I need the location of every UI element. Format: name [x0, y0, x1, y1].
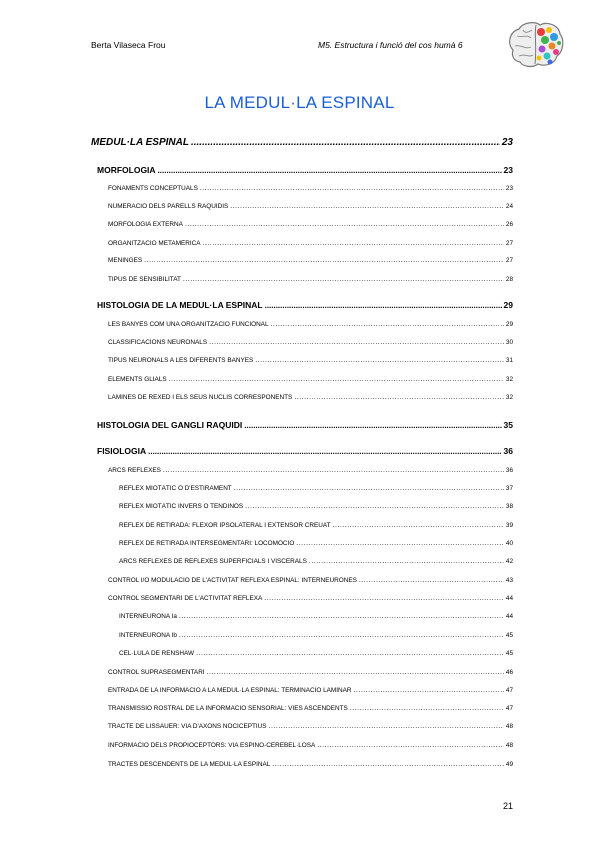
toc-entry-label: TRACTES DESCENDENTS DE LA MEDUL·LA ESPINAL: [108, 761, 271, 768]
toc-entry-page: 46: [505, 669, 513, 676]
toc-entry[interactable]: [108, 742, 513, 749]
toc-entry[interactable]: [108, 276, 513, 283]
toc-entry[interactable]: [119, 632, 513, 639]
toc-entry-label: INTERNEURONA Ia: [119, 613, 177, 620]
toc-entry[interactable]: [119, 558, 513, 565]
toc-entry-page: 35: [503, 420, 513, 430]
toc-entry-page: 43: [505, 577, 513, 584]
toc-entry[interactable]: [91, 137, 513, 148]
toc-entry[interactable]: [119, 503, 513, 510]
toc-entry[interactable]: [108, 240, 513, 247]
toc-entry-label: INFORMACIÓ DELS PROPIOCEPTORS: VIA ESPINO-CEREBEL·LOSA: [108, 742, 316, 749]
toc-dot-leader: [354, 687, 504, 694]
toc-dot-leader: [309, 558, 504, 565]
toc-dot-leader: [269, 723, 504, 730]
toc-entry[interactable]: [108, 761, 513, 768]
toc-entry-page: 31: [505, 357, 513, 364]
toc-entry[interactable]: [97, 165, 513, 175]
toc-entry-label: CONTROL SUPRASEGMENTARI: [108, 669, 205, 676]
toc-entry[interactable]: [108, 723, 513, 730]
toc-entry-page: 27: [505, 257, 513, 264]
toc-entry[interactable]: [108, 257, 513, 264]
toc-entry[interactable]: [97, 300, 513, 310]
toc-entry-label: REFLEX DE RETIRADA: FLEXOR IPSOLATERAL I EXTENSOR CREUAT: [119, 522, 331, 529]
toc-entry[interactable]: [97, 446, 513, 456]
toc-dot-leader: [244, 421, 501, 430]
toc-dot-leader: [200, 185, 504, 192]
toc-dot-leader: [183, 276, 504, 283]
toc-entry[interactable]: [119, 650, 513, 657]
toc-entry-label: HISTOLOGIA DEL GANGLI RAQUIDI: [97, 420, 243, 430]
toc-entry[interactable]: [108, 467, 513, 474]
toc-dot-leader: [333, 522, 504, 529]
toc-entry-page: 44: [505, 613, 513, 620]
toc-entry-page: 23: [505, 185, 513, 192]
toc-entry[interactable]: [97, 420, 513, 430]
toc-entry-page: 27: [505, 240, 513, 247]
document-title: LA MEDUL·LA ESPINAL: [204, 93, 395, 112]
toc-entry-page: 48: [505, 742, 513, 749]
toc-dot-leader: [359, 577, 504, 584]
toc-entry-label: FONAMENTS CONCEPTUALS: [108, 185, 198, 192]
toc-dot-leader: [196, 650, 504, 657]
toc-entry-label: MEDUL·LA ESPINAL: [91, 137, 189, 148]
toc-dot-leader: [271, 321, 504, 328]
toc-dot-leader: [158, 166, 502, 175]
toc-entry-label: TRACTE DE LISSAUER: VIA D'AXONS NOCICEPTIUS: [108, 723, 267, 730]
toc-dot-leader: [179, 632, 504, 639]
toc-entry-page: 36: [505, 467, 513, 474]
toc-dot-leader: [265, 301, 502, 310]
toc-entry[interactable]: [108, 595, 513, 602]
toc-entry[interactable]: [108, 357, 513, 364]
toc-entry-page: 37: [505, 485, 513, 492]
toc-entry-label: REFLEX MIOTÀTIC INVERS O TENDINÓS: [119, 503, 244, 510]
toc-dot-leader: [185, 221, 504, 228]
toc-entry-label: CONTROL SEGMENTARI DE L'ACTIVITAT REFLEXA: [108, 595, 263, 602]
toc-entry[interactable]: [108, 376, 513, 383]
toc-entry-page: 47: [505, 687, 513, 694]
toc-dot-leader: [296, 540, 504, 547]
toc-entry-page: 23: [501, 137, 513, 148]
toc-entry-label: ARCS REFLEXES DE REFLEXES SUPERFICIALS I VISCERALS: [119, 558, 307, 565]
toc-entry-label: ELEMENTS GLIALS: [108, 376, 167, 383]
header-author: Berta Vilaseca Frou: [91, 40, 166, 50]
toc-entry-label: HISTOLOGIA DE LA MEDUL·LA ESPINAL: [97, 300, 263, 310]
toc-entry-label: LÀMINES DE REXED I ELS SEUS NUCLIS CORRESPONENTS: [108, 394, 293, 401]
toc-entry-label: TIPUS DE SENSIBILITAT: [108, 276, 181, 283]
toc-dot-leader: [317, 742, 504, 749]
toc-entry[interactable]: [108, 394, 513, 401]
toc-dot-leader: [245, 503, 504, 510]
toc-dot-leader: [294, 394, 504, 401]
toc-entry[interactable]: [108, 687, 513, 694]
toc-dot-leader: [207, 669, 504, 676]
toc-entry-label: ORGANITZACIÓ METAMÈRICA: [108, 240, 201, 247]
toc-entry-page: 32: [505, 376, 513, 383]
toc-dot-leader: [148, 447, 501, 456]
toc-entry-label: INTERNEURONA Ib: [119, 632, 177, 639]
toc-entry[interactable]: [108, 577, 513, 584]
toc-entry[interactable]: [108, 185, 513, 192]
toc-entry-page: 45: [505, 650, 513, 657]
toc-entry-page: 36: [503, 446, 513, 456]
header-course: M5. Estructura i funció del cos humà 6: [318, 40, 463, 50]
toc-entry-page: 23: [503, 165, 513, 175]
toc-entry-page: 44: [505, 595, 513, 602]
toc-dot-leader: [209, 339, 504, 346]
toc-dot-leader: [191, 137, 500, 148]
toc-entry-label: TRANSMISSIÓ ROSTRAL DE LA INFORMACIÓ SENSORIAL: VIES ASCENDENTS: [108, 705, 348, 712]
toc-entry-page: 29: [503, 300, 513, 310]
toc-dot-leader: [255, 357, 504, 364]
toc-dot-leader: [203, 240, 504, 247]
toc-entry[interactable]: [108, 339, 513, 346]
toc-dot-leader: [350, 705, 504, 712]
toc-entry[interactable]: [108, 221, 513, 228]
toc-entry-page: 24: [505, 203, 513, 210]
toc-entry-label: NUMERACIÓ DELS PARELLS RAQUIDIS: [108, 203, 229, 210]
toc-dot-leader: [272, 761, 504, 768]
toc-dot-leader: [264, 595, 504, 602]
toc-entry-label: MORFOLOGIA EXTERNA: [108, 221, 183, 228]
toc-entry-page: 49: [505, 761, 513, 768]
toc-entry-label: FISIOLOGIA: [97, 446, 147, 456]
toc-entry-label: CÈL·LULA DE RENSHAW: [119, 650, 195, 657]
toc-entry-page: 45: [505, 632, 513, 639]
toc-entry-label: MORFOLOGIA: [97, 165, 156, 175]
toc-dot-leader: [163, 467, 504, 474]
toc-entry-page: 39: [505, 522, 513, 529]
toc-entry-page: 38: [505, 503, 513, 510]
toc-entry[interactable]: [119, 522, 513, 529]
toc-entry-label: TIPUS NEURONALS A LES DIFERENTS BANYES: [108, 357, 254, 364]
toc-entry-page: 42: [505, 558, 513, 565]
toc-entry[interactable]: [119, 485, 513, 492]
toc-entry-label: ENTRADA DE LA INFORMACIÓ A LA MEDUL·LA ESPINAL: TERMINACIÓ LAMINAR: [108, 687, 352, 694]
toc-entry-page: 32: [505, 394, 513, 401]
toc-entry[interactable]: [119, 613, 513, 620]
page-number: 21: [503, 801, 514, 811]
toc-dot-leader: [179, 613, 504, 620]
toc-entry-page: 28: [505, 276, 513, 283]
toc-entry-page: 47: [505, 705, 513, 712]
toc-entry-label: REFLEX MIOTÀTIC O D'ESTIRAMENT: [119, 485, 232, 492]
toc-entry-page: 30: [505, 339, 513, 346]
toc-entry[interactable]: [108, 321, 513, 328]
toc-dot-leader: [144, 257, 504, 264]
toc-entry-label: MENINGES: [108, 257, 143, 264]
toc-entry[interactable]: [119, 540, 513, 547]
toc-entry-label: LES BANYES COM UNA ORGANITZACIÓ FUNCIONAL: [108, 321, 269, 328]
toc-entry[interactable]: [108, 705, 513, 712]
toc-entry-page: 29: [505, 321, 513, 328]
toc-dot-leader: [169, 376, 504, 383]
toc-dot-leader: [230, 203, 504, 210]
toc-entry-page: 26: [505, 221, 513, 228]
toc-entry-label: REFLEX DE RETIRADA INTERSEGMENTARI: LOCOMOCIÓ: [119, 540, 295, 547]
toc-entry[interactable]: [108, 203, 513, 210]
toc-entry-page: 40: [505, 540, 513, 547]
toc-dot-leader: [234, 485, 504, 492]
toc-entry-label: CONTROL I/O MODULACIÓ DE L'ACTIVITAT REFLEXA ESPINAL: INTERNEURONES: [108, 577, 357, 584]
toc-entry-label: ARCS REFLEXES: [108, 467, 161, 474]
toc-entry-page: 48: [505, 723, 513, 730]
toc-entry-label: CLASSIFICACIONS NEURONALS: [108, 339, 208, 346]
toc-entry[interactable]: [108, 669, 513, 676]
